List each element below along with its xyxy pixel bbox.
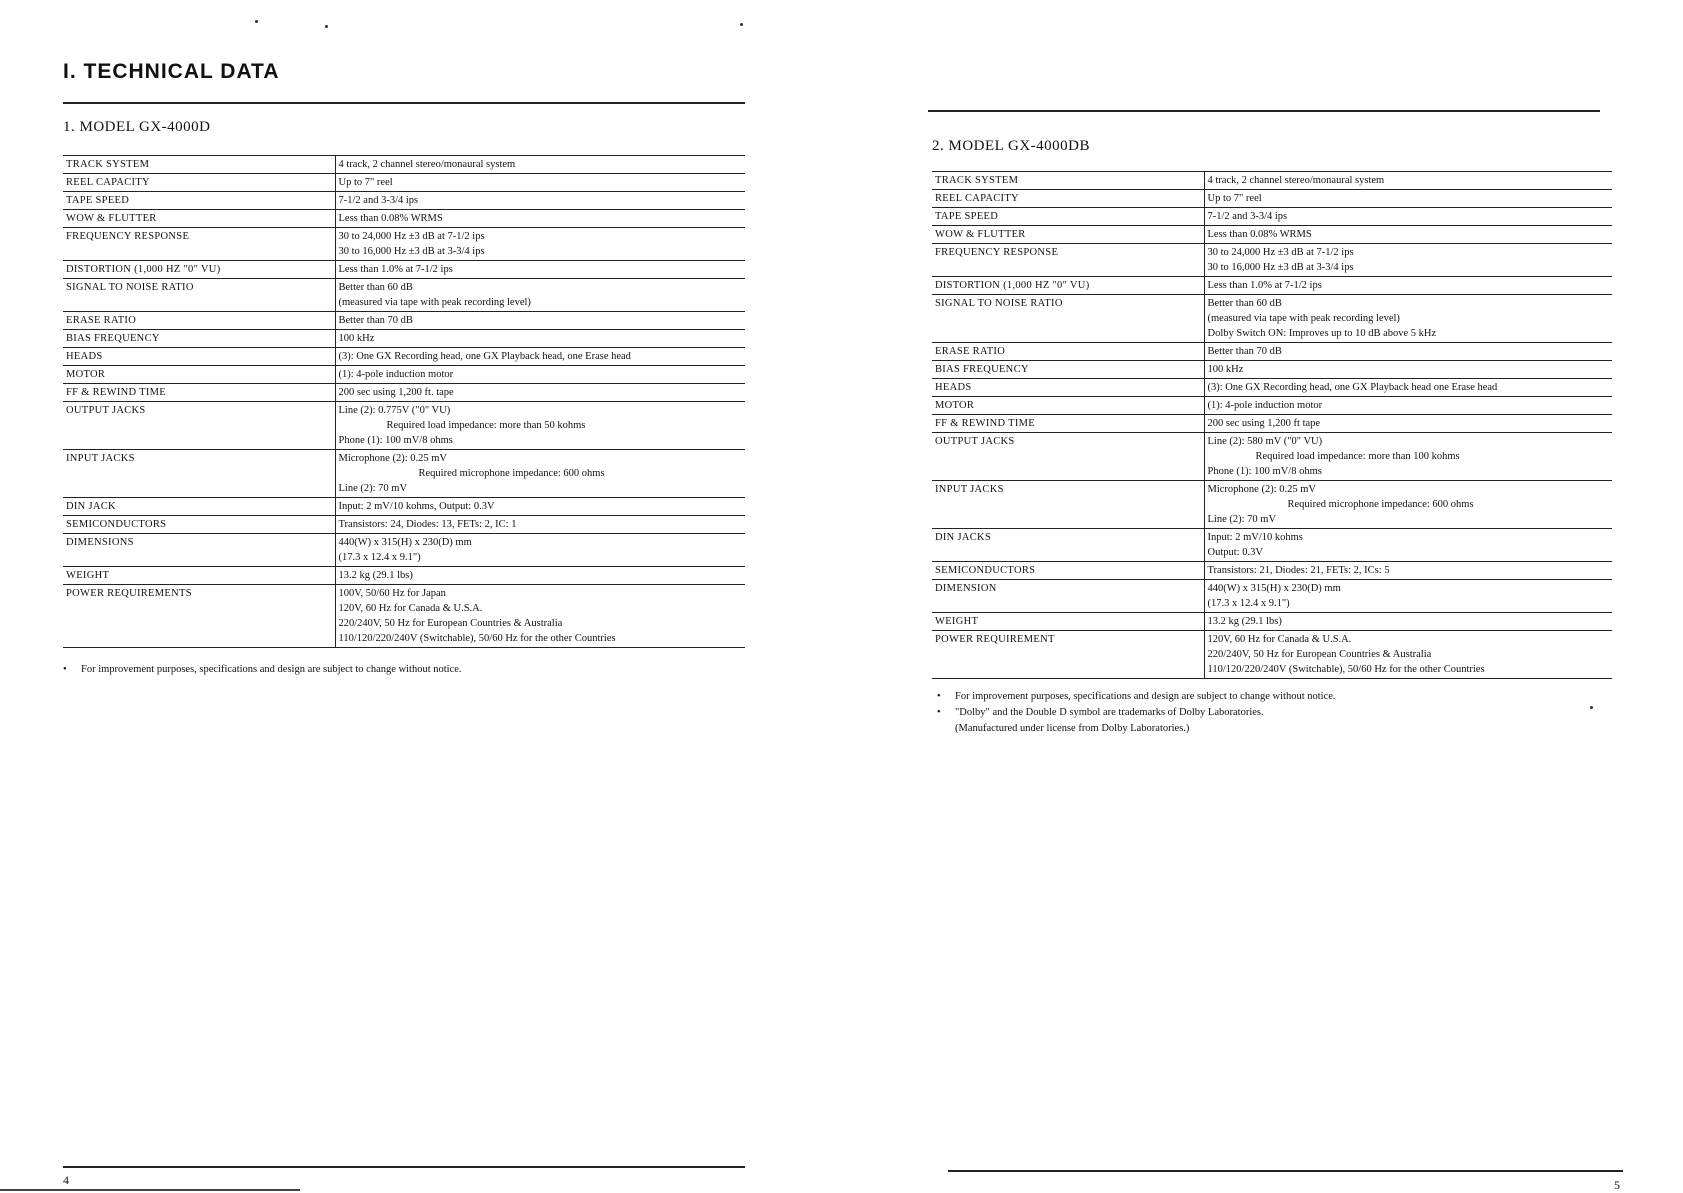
notes bbox=[937, 689, 1336, 737]
spec-label: MOTOR bbox=[935, 400, 975, 411]
spec-label: FF & REWIND TIME bbox=[935, 418, 1035, 429]
spec-value-line: 110/120/220/240V (Switchable), 50/60 Hz for the other Countries bbox=[338, 633, 616, 644]
spec-value bbox=[335, 279, 745, 312]
spec-label: WOW & FLUTTER bbox=[935, 229, 1026, 240]
spec-value bbox=[335, 228, 745, 261]
spec-label: MOTOR bbox=[66, 369, 106, 380]
model-title: 1. MODEL GX-4000D bbox=[63, 119, 211, 135]
footer-rule bbox=[63, 1166, 745, 1168]
spec-label: DIN JACKS bbox=[935, 532, 992, 543]
title-rule bbox=[63, 102, 745, 104]
spec-value-line: 100V, 50/60 Hz for Japan bbox=[338, 588, 446, 599]
spec-label: REEL CAPACITY bbox=[66, 177, 150, 188]
spec-label: TRACK SYSTEM bbox=[935, 175, 1019, 186]
spec-value-line: Phone (1): 100 mV/8 ohms bbox=[1207, 466, 1322, 477]
spec-value bbox=[1204, 208, 1612, 226]
spec-value-line: Line (2): 0.775V ("0" VU) bbox=[338, 405, 451, 416]
spec-value-line: Phone (1): 100 mV/8 ohms bbox=[338, 435, 453, 446]
spec-value-line: 220/240V, 50 Hz for European Countries & Australia bbox=[1207, 649, 1432, 660]
spec-value bbox=[1204, 580, 1612, 613]
note-item bbox=[63, 662, 462, 678]
spec-value-line: 100 kHz bbox=[1207, 364, 1244, 375]
spec-value bbox=[335, 348, 745, 366]
spec-value bbox=[1204, 631, 1612, 679]
spec-row-erase-ratio bbox=[932, 343, 1612, 361]
spec-value bbox=[1204, 415, 1612, 433]
note-text: "Dolby" and the Double D symbol are trademarks of Dolby Laboratories. bbox=[955, 707, 1264, 718]
spec-value bbox=[1204, 379, 1612, 397]
note-text: For improvement purposes, specifications and design are subject to change without notice. bbox=[955, 691, 1336, 702]
spec-value-line: 7-1/2 and 3-3/4 ips bbox=[1207, 211, 1288, 222]
spec-value bbox=[335, 312, 745, 330]
spec-value-line: 13.2 kg (29.1 lbs) bbox=[338, 570, 413, 581]
spec-value-line: Less than 1.0% at 7-1/2 ips bbox=[1207, 280, 1322, 291]
spec-label: REEL CAPACITY bbox=[935, 193, 1019, 204]
spec-value bbox=[335, 498, 745, 516]
spec-value-line: 4 track, 2 channel stereo/monaural system bbox=[1207, 175, 1385, 186]
spec-label: POWER REQUIREMENTS bbox=[66, 588, 192, 599]
spec-row-erase-ratio bbox=[63, 312, 745, 330]
spec-value-line: (3): One GX Recording head, one GX Playback head, one Erase head bbox=[338, 351, 631, 362]
spec-value-line: Transistors: 21, Diodes: 21, FETs: 2, ICs: 5 bbox=[1207, 565, 1390, 576]
left-page bbox=[0, 0, 840, 1191]
spec-value-line: 30 to 24,000 Hz ±3 dB at 7-1/2 ips bbox=[1207, 247, 1354, 258]
spec-value bbox=[335, 516, 745, 534]
spec-value-line: Less than 0.08% WRMS bbox=[1207, 229, 1312, 240]
spec-value-line: Microphone (2): 0.25 mV bbox=[338, 453, 447, 464]
spec-value bbox=[335, 210, 745, 228]
spec-row-motor bbox=[932, 397, 1612, 415]
spec-row-din-jacks bbox=[932, 529, 1612, 562]
spec-value bbox=[1204, 613, 1612, 631]
spec-row-distortion-1-000-hz-0-vu bbox=[932, 277, 1612, 295]
spec-row-track-system bbox=[63, 156, 745, 174]
spec-value-line: (17.3 x 12.4 x 9.1") bbox=[338, 552, 421, 563]
spec-label: DIMENSIONS bbox=[66, 537, 134, 548]
spec-value-line: Line (2): 70 mV bbox=[338, 483, 408, 494]
spec-value-line: 13.2 kg (29.1 lbs) bbox=[1207, 616, 1282, 627]
note-item bbox=[937, 689, 1336, 705]
spec-value-line: (1): 4-pole induction motor bbox=[338, 369, 454, 380]
spec-value bbox=[335, 585, 745, 648]
spec-label: WEIGHT bbox=[935, 616, 979, 627]
spec-row-bias-frequency bbox=[932, 361, 1612, 379]
spec-value-line: Better than 70 dB bbox=[338, 315, 413, 326]
spec-value-line: Output: 0.3V bbox=[1207, 547, 1263, 558]
spec-row-reel-capacity bbox=[932, 190, 1612, 208]
spec-row-distortion-1-000-hz-0-vu bbox=[63, 261, 745, 279]
spec-label: DIN JACK bbox=[66, 501, 116, 512]
spec-value-line: 200 sec using 1,200 ft tape bbox=[1207, 418, 1321, 429]
spec-label: FREQUENCY RESPONSE bbox=[66, 231, 190, 242]
spec-label: DISTORTION (1,000 HZ "0" VU) bbox=[66, 264, 221, 275]
spec-label: OUTPUT JACKS bbox=[66, 405, 146, 416]
spec-row-semiconductors bbox=[63, 516, 745, 534]
spec-value-line: Transistors: 24, Diodes: 13, FETs: 2, IC: 1 bbox=[338, 519, 517, 530]
spec-value-line: 30 to 16,000 Hz ±3 dB at 3-3/4 ips bbox=[338, 246, 485, 257]
spec-row-power-requirements bbox=[63, 585, 745, 648]
note-continuation: (Manufactured under license from Dolby Laboratories.) bbox=[955, 723, 1190, 734]
spec-value-line: (17.3 x 12.4 x 9.1") bbox=[1207, 598, 1290, 609]
spec-value bbox=[1204, 562, 1612, 580]
spec-row-frequency-response bbox=[932, 244, 1612, 277]
spec-value-line: 30 to 24,000 Hz ±3 dB at 7-1/2 ips bbox=[338, 231, 485, 242]
spec-row-dimensions bbox=[63, 534, 745, 567]
spec-value-line: Better than 60 dB bbox=[338, 282, 413, 293]
spec-label: SEMICONDUCTORS bbox=[66, 519, 167, 530]
spec-value-line: (3): One GX Recording head, one GX Playback head one Erase head bbox=[1207, 382, 1498, 393]
note-item bbox=[937, 705, 1336, 721]
page-number: 5 bbox=[1614, 1178, 1620, 1192]
spec-value bbox=[1204, 343, 1612, 361]
spec-label: TAPE SPEED bbox=[66, 195, 130, 206]
spec-label: FREQUENCY RESPONSE bbox=[935, 247, 1059, 258]
right-page bbox=[840, 0, 1683, 1191]
spec-value-line: Input: 2 mV/10 kohms, Output: 0.3V bbox=[338, 501, 495, 512]
spec-value bbox=[335, 567, 745, 585]
spec-row-din-jack bbox=[63, 498, 745, 516]
spec-row-input-jacks bbox=[932, 481, 1612, 529]
spec-value-line: Up to 7" reel bbox=[338, 177, 393, 188]
spec-value-line: (1): 4-pole induction motor bbox=[1207, 400, 1323, 411]
spec-value bbox=[1204, 172, 1612, 190]
spec-value-line: Line (2): 580 mV ("0" VU) bbox=[1207, 436, 1323, 447]
spec-value-line: Required microphone impedance: 600 ohms bbox=[418, 468, 605, 479]
page-number: 4 bbox=[63, 1173, 69, 1187]
spec-value-line: 440(W) x 315(H) x 230(D) mm bbox=[338, 537, 472, 548]
spec-value bbox=[335, 156, 745, 174]
spec-value bbox=[335, 534, 745, 567]
spec-value bbox=[1204, 361, 1612, 379]
spec-value bbox=[335, 192, 745, 210]
spec-row-reel-capacity bbox=[63, 174, 745, 192]
spec-row-tape-speed bbox=[63, 192, 745, 210]
spec-label: TRACK SYSTEM bbox=[66, 159, 150, 170]
spec-value-line: Input: 2 mV/10 kohms bbox=[1207, 532, 1303, 543]
spec-label: INPUT JACKS bbox=[935, 484, 1004, 495]
spec-value bbox=[1204, 244, 1612, 277]
spec-row-motor bbox=[63, 366, 745, 384]
spec-value-line: Better than 60 dB bbox=[1207, 298, 1282, 309]
spec-value-line: Less than 1.0% at 7-1/2 ips bbox=[338, 264, 453, 275]
spec-value bbox=[1204, 190, 1612, 208]
scan-speck bbox=[255, 20, 258, 23]
spec-value-line: Microphone (2): 0.25 mV bbox=[1207, 484, 1316, 495]
bullet-icon: • bbox=[937, 707, 941, 718]
spec-value bbox=[1204, 481, 1612, 529]
spec-row-ff-rewind-time bbox=[63, 384, 745, 402]
spec-value-line: Dolby Switch ON: Improves up to 10 dB above 5 kHz bbox=[1207, 328, 1437, 339]
spec-label: POWER REQUIREMENT bbox=[935, 634, 1055, 645]
spec-table bbox=[932, 171, 1612, 679]
scan-speck bbox=[740, 23, 743, 26]
spec-label: OUTPUT JACKS bbox=[935, 436, 1015, 447]
spec-value bbox=[335, 174, 745, 192]
spec-value-line: 440(W) x 315(H) x 230(D) mm bbox=[1207, 583, 1341, 594]
spec-row-frequency-response bbox=[63, 228, 745, 261]
scan-speck bbox=[1590, 706, 1593, 709]
spec-value-line: Line (2): 70 mV bbox=[1207, 514, 1277, 525]
spec-label: TAPE SPEED bbox=[935, 211, 999, 222]
spec-row-wow-flutter bbox=[932, 226, 1612, 244]
spec-label: ERASE RATIO bbox=[935, 346, 1006, 357]
spec-value bbox=[335, 402, 745, 450]
title-rule bbox=[928, 110, 1600, 112]
spec-label: INPUT JACKS bbox=[66, 453, 135, 464]
spec-label: DIMENSION bbox=[935, 583, 997, 594]
spec-table bbox=[63, 155, 745, 648]
spec-row-input-jacks bbox=[63, 450, 745, 498]
spec-label: FF & REWIND TIME bbox=[66, 387, 166, 398]
spec-value-line: 120V, 60 Hz for Canada & U.S.A. bbox=[1207, 634, 1352, 645]
spec-label: BIAS FREQUENCY bbox=[935, 364, 1029, 375]
spec-value-line: (measured via tape with peak recording level) bbox=[1207, 313, 1400, 324]
spec-row-wow-flutter bbox=[63, 210, 745, 228]
spec-value-line: Up to 7" reel bbox=[1207, 193, 1262, 204]
spec-row-ff-rewind-time bbox=[932, 415, 1612, 433]
spec-row-heads bbox=[63, 348, 745, 366]
notes bbox=[63, 662, 462, 678]
spec-value bbox=[1204, 397, 1612, 415]
spec-label: DISTORTION (1,000 HZ "0" VU) bbox=[935, 280, 1090, 291]
spec-value bbox=[335, 450, 745, 498]
spec-value bbox=[1204, 277, 1612, 295]
spec-row-semiconductors bbox=[932, 562, 1612, 580]
spec-value-line: 30 to 16,000 Hz ±3 dB at 3-3/4 ips bbox=[1207, 262, 1354, 273]
spec-value-line: Required load impedance: more than 50 kohms bbox=[386, 420, 586, 431]
spec-value bbox=[1204, 529, 1612, 562]
model-title: 2. MODEL GX-4000DB bbox=[932, 138, 1091, 154]
spec-value-line: Required load impedance: more than 100 kohms bbox=[1255, 451, 1460, 462]
spec-value bbox=[1204, 295, 1612, 343]
spec-value-line: Required microphone impedance: 600 ohms bbox=[1287, 499, 1474, 510]
spec-label: WOW & FLUTTER bbox=[66, 213, 157, 224]
spec-value-line: Better than 70 dB bbox=[1207, 346, 1282, 357]
spec-label: HEADS bbox=[66, 351, 103, 362]
spec-label: WEIGHT bbox=[66, 570, 110, 581]
spec-value-line: 200 sec using 1,200 ft. tape bbox=[338, 387, 454, 398]
spec-row-heads bbox=[932, 379, 1612, 397]
spec-value-line: (measured via tape with peak recording level) bbox=[338, 297, 531, 308]
spec-label: SEMICONDUCTORS bbox=[935, 565, 1036, 576]
spec-row-tape-speed bbox=[932, 208, 1612, 226]
spec-value bbox=[335, 330, 745, 348]
spec-label: HEADS bbox=[935, 382, 972, 393]
spec-row-weight bbox=[932, 613, 1612, 631]
spec-value-line: 120V, 60 Hz for Canada & U.S.A. bbox=[338, 603, 483, 614]
bullet-icon: • bbox=[937, 691, 941, 702]
scan-speck bbox=[325, 25, 328, 28]
spec-value bbox=[335, 384, 745, 402]
spec-row-output-jacks bbox=[63, 402, 745, 450]
spec-row-dimension bbox=[932, 580, 1612, 613]
spec-value bbox=[335, 261, 745, 279]
section-title: I. TECHNICAL DATA bbox=[63, 60, 280, 83]
footer-rule bbox=[948, 1170, 1623, 1172]
spec-label: BIAS FREQUENCY bbox=[66, 333, 160, 344]
spec-value-line: 220/240V, 50 Hz for European Countries & Australia bbox=[338, 618, 563, 629]
spec-value-line: 110/120/220/240V (Switchable), 50/60 Hz for the other Countries bbox=[1207, 664, 1485, 675]
spec-label: SIGNAL TO NOISE RATIO bbox=[935, 298, 1063, 309]
spec-row-output-jacks bbox=[932, 433, 1612, 481]
bullet-icon: • bbox=[63, 664, 67, 675]
spec-value bbox=[1204, 433, 1612, 481]
spec-value bbox=[1204, 226, 1612, 244]
spec-label: SIGNAL TO NOISE RATIO bbox=[66, 282, 194, 293]
spec-row-signal-to-noise-ratio bbox=[63, 279, 745, 312]
spec-value-line: 7-1/2 and 3-3/4 ips bbox=[338, 195, 419, 206]
spec-label: ERASE RATIO bbox=[66, 315, 137, 326]
spec-value-line: Less than 0.08% WRMS bbox=[338, 213, 443, 224]
spec-row-signal-to-noise-ratio bbox=[932, 295, 1612, 343]
spec-row-bias-frequency bbox=[63, 330, 745, 348]
spec-row-weight bbox=[63, 567, 745, 585]
spec-value-line: 4 track, 2 channel stereo/monaural system bbox=[338, 159, 516, 170]
note-text: For improvement purposes, specifications and design are subject to change without notice. bbox=[81, 664, 462, 675]
spec-value bbox=[335, 366, 745, 384]
spec-row-power-requirement bbox=[932, 631, 1612, 679]
spec-row-track-system bbox=[932, 172, 1612, 190]
spec-value-line: 100 kHz bbox=[338, 333, 375, 344]
